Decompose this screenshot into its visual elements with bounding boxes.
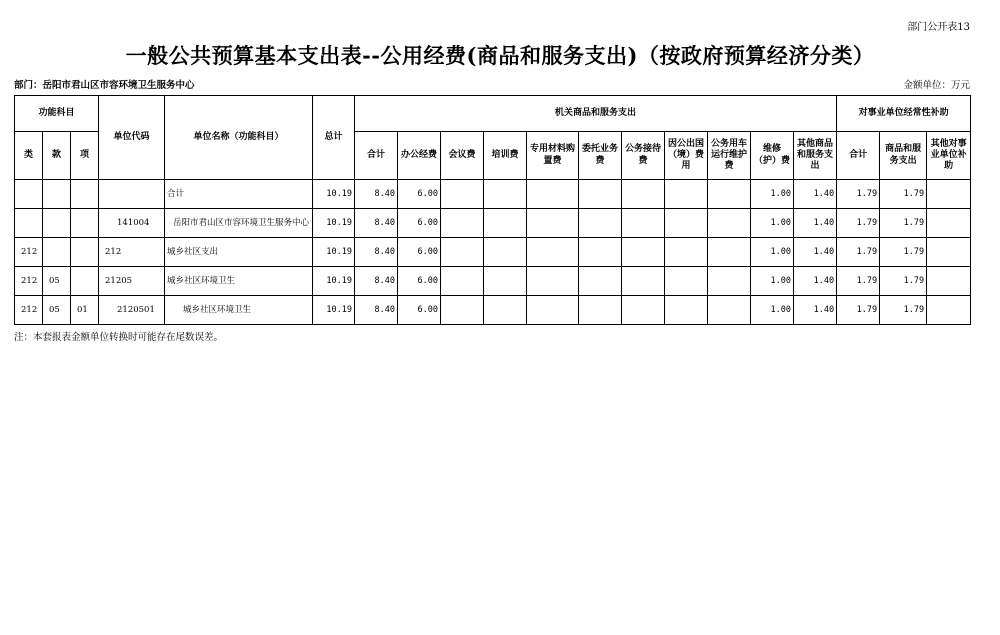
- cell-xiang: [71, 180, 99, 209]
- cell-public-total: 1.79: [837, 267, 880, 296]
- header-total: 总计: [313, 96, 355, 180]
- cell-entrusted: [579, 267, 622, 296]
- cell-office: 6.00: [398, 209, 441, 238]
- table-row: [15, 238, 971, 267]
- cell-training: [484, 267, 527, 296]
- cell-total: 10.19: [313, 296, 355, 325]
- header-public-other: 其他对事业单位补助: [927, 132, 971, 180]
- cell-vehicle: [708, 180, 751, 209]
- header-vehicle: 公务用车运行维护费: [708, 132, 751, 180]
- cell-public-total: 1.79: [837, 296, 880, 325]
- header-agency-group: 机关商品和服务支出: [355, 96, 837, 132]
- cell-public-total: 1.79: [837, 238, 880, 267]
- cell-office: 6.00: [398, 238, 441, 267]
- cell-materials: [527, 267, 579, 296]
- cell-meeting: [441, 296, 484, 325]
- cell-public-goods: 1.79: [880, 267, 927, 296]
- cell-name: 城乡社区环境卫生: [165, 296, 313, 325]
- cell-training: [484, 296, 527, 325]
- cell-office: 6.00: [398, 296, 441, 325]
- cell-reception: [622, 296, 665, 325]
- cell-public-other: [927, 209, 971, 238]
- cell-reception: [622, 180, 665, 209]
- header-unit-code: 单位代码: [99, 96, 165, 180]
- cell-agency-total: 8.40: [355, 238, 398, 267]
- cell-abroad: [665, 180, 708, 209]
- cell-meeting: [441, 267, 484, 296]
- cell-agency-total: 8.40: [355, 267, 398, 296]
- department-label: 部门：岳阳市君山区市容环境卫生服务中心: [14, 80, 195, 91]
- cell-meeting: [441, 180, 484, 209]
- cell-xiang: [71, 209, 99, 238]
- cell-other-goods: 1.40: [794, 209, 837, 238]
- cell-name: 合计: [165, 180, 313, 209]
- table-row: [15, 209, 971, 238]
- cell-entrusted: [579, 180, 622, 209]
- cell-meeting: [441, 209, 484, 238]
- cell-reception: [622, 238, 665, 267]
- cell-repair: 1.00: [751, 180, 794, 209]
- cell-public-other: [927, 267, 971, 296]
- table-row: [15, 180, 971, 209]
- cell-xiang: [71, 267, 99, 296]
- cell-vehicle: [708, 267, 751, 296]
- expenditure-table: [14, 95, 971, 325]
- page-title: 一般公共预算基本支出表--公用经费(商品和服务支出)（按政府预算经济分类）: [125, 43, 875, 68]
- cell-vehicle: [708, 209, 751, 238]
- cell-public-other: [927, 238, 971, 267]
- cell-entrusted: [579, 296, 622, 325]
- cell-agency-total: 8.40: [355, 209, 398, 238]
- cell-other-goods: 1.40: [794, 180, 837, 209]
- cell-entrusted: [579, 238, 622, 267]
- amount-unit-label: 金额单位：万元: [903, 80, 970, 91]
- header-reception: 公务接待费: [622, 132, 665, 180]
- cell-kuan: 05: [43, 296, 71, 325]
- cell-code: 212: [99, 238, 165, 267]
- header-agency-total: 合计: [355, 132, 398, 180]
- header-func-subject: 功能科目: [15, 96, 99, 132]
- table-row: [15, 296, 971, 325]
- cell-repair: 1.00: [751, 209, 794, 238]
- cell-lei: [15, 209, 43, 238]
- cell-name: 城乡社区支出: [165, 238, 313, 267]
- cell-agency-total: 8.40: [355, 296, 398, 325]
- header-training: 培训费: [484, 132, 527, 180]
- cell-abroad: [665, 209, 708, 238]
- cell-public-total: 1.79: [837, 180, 880, 209]
- cell-kuan: [43, 180, 71, 209]
- cell-vehicle: [708, 238, 751, 267]
- cell-kuan: 05: [43, 267, 71, 296]
- cell-xiang: 01: [71, 296, 99, 325]
- header-office: 办公经费: [398, 132, 441, 180]
- cell-repair: 1.00: [751, 296, 794, 325]
- cell-office: 6.00: [398, 180, 441, 209]
- table-row: [15, 267, 971, 296]
- header-lei: 类: [15, 132, 43, 180]
- header-other-goods: 其他商品和服务支出: [794, 132, 837, 180]
- cell-reception: [622, 267, 665, 296]
- cell-lei: 212: [15, 267, 43, 296]
- header-unit-name: 单位名称（功能科目）: [165, 96, 313, 180]
- cell-public-goods: 1.79: [880, 238, 927, 267]
- header-xiang: 项: [71, 132, 99, 180]
- header-abroad: 因公出国（境）费用: [665, 132, 708, 180]
- header-meeting: 会议费: [441, 132, 484, 180]
- header-public-goods: 商品和服务支出: [880, 132, 927, 180]
- cell-materials: [527, 180, 579, 209]
- cell-lei: [15, 180, 43, 209]
- cell-code: 2120501: [99, 296, 165, 325]
- cell-public-other: [927, 296, 971, 325]
- cell-total: 10.19: [313, 209, 355, 238]
- header-entrusted: 委托业务费: [579, 132, 622, 180]
- cell-abroad: [665, 238, 708, 267]
- page-code: 部门公开表13: [907, 22, 970, 33]
- cell-total: 10.19: [313, 267, 355, 296]
- cell-reception: [622, 209, 665, 238]
- cell-lei: 212: [15, 296, 43, 325]
- cell-public-goods: 1.79: [880, 180, 927, 209]
- cell-xiang: [71, 238, 99, 267]
- cell-abroad: [665, 296, 708, 325]
- cell-meeting: [441, 238, 484, 267]
- cell-kuan: [43, 238, 71, 267]
- cell-other-goods: 1.40: [794, 238, 837, 267]
- header-materials: 专用材料购置费: [527, 132, 579, 180]
- header-repair: 维修（护）费: [751, 132, 794, 180]
- cell-code: 21205: [99, 267, 165, 296]
- header-public-group: 对事业单位经常性补助: [837, 96, 971, 132]
- meta-row: [14, 77, 970, 91]
- cell-public-other: [927, 180, 971, 209]
- cell-kuan: [43, 209, 71, 238]
- cell-lei: 212: [15, 238, 43, 267]
- header-public-total: 合计: [837, 132, 880, 180]
- cell-other-goods: 1.40: [794, 296, 837, 325]
- cell-repair: 1.00: [751, 238, 794, 267]
- footnote: 注：本套报表金额单位转换时可能存在尾数误差。: [14, 332, 224, 343]
- cell-total: 10.19: [313, 238, 355, 267]
- cell-other-goods: 1.40: [794, 267, 837, 296]
- cell-entrusted: [579, 209, 622, 238]
- cell-agency-total: 8.40: [355, 180, 398, 209]
- cell-name: 城乡社区环境卫生: [165, 267, 313, 296]
- cell-materials: [527, 209, 579, 238]
- cell-training: [484, 209, 527, 238]
- cell-total: 10.19: [313, 180, 355, 209]
- cell-vehicle: [708, 296, 751, 325]
- cell-materials: [527, 296, 579, 325]
- cell-public-goods: 1.79: [880, 296, 927, 325]
- cell-code: 141004: [99, 209, 165, 238]
- cell-public-goods: 1.79: [880, 209, 927, 238]
- cell-abroad: [665, 267, 708, 296]
- cell-repair: 1.00: [751, 267, 794, 296]
- cell-materials: [527, 238, 579, 267]
- cell-training: [484, 238, 527, 267]
- cell-public-total: 1.79: [837, 209, 880, 238]
- cell-code: [99, 180, 165, 209]
- cell-office: 6.00: [398, 267, 441, 296]
- cell-training: [484, 180, 527, 209]
- header-kuan: 款: [43, 132, 71, 180]
- cell-name: 岳阳市君山区市容环境卫生服务中心: [165, 209, 313, 238]
